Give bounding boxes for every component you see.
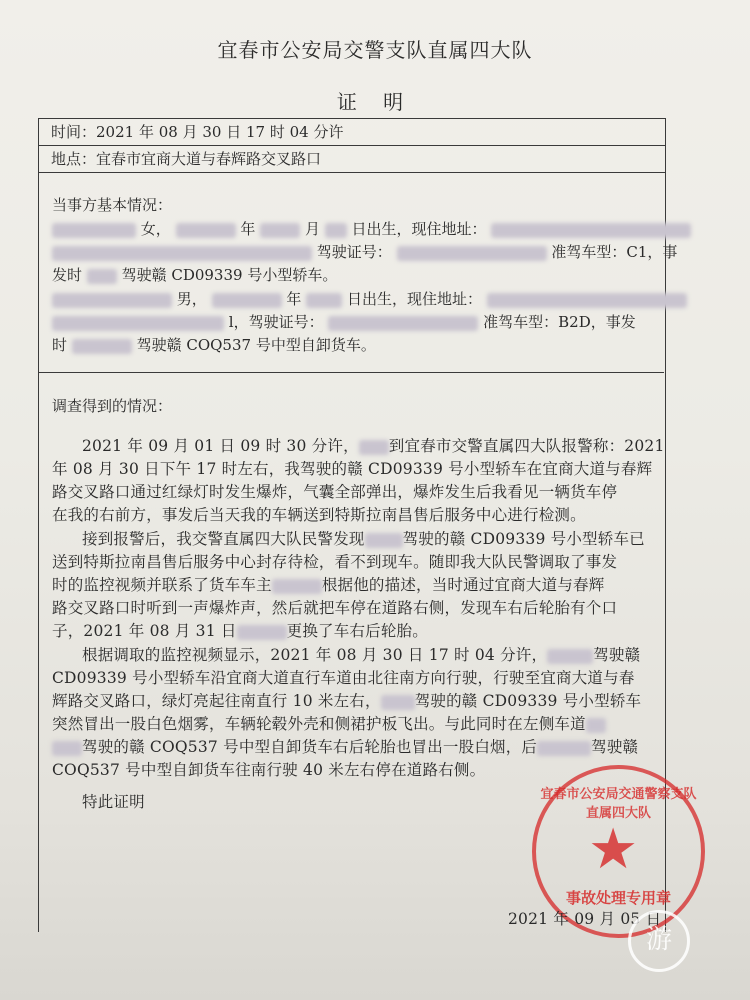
p3-line4: 突然冒出一股白色烟雾，车辆轮毂外壳和侧裙护板飞出。与此同时在左侧车道 bbox=[52, 712, 606, 734]
p3-line1: 根据调取的监控视频显示，2021 年 08 月 30 日 17 时 04 分许， 驾驶赣 bbox=[82, 646, 641, 664]
investigation-heading: 调查得到的情况： bbox=[52, 397, 173, 415]
seal-bottom-text: 事故处理专用章 bbox=[565, 889, 671, 907]
p3-line2: CD09339 号小型轿车沿宜商大道直行车道由北往南方向行驶，行驶至宜商大道与春 bbox=[52, 669, 635, 687]
p3-line6: COQ537 号中型自卸货车往南行驶 40 米左右停在道路右侧。 bbox=[52, 761, 486, 779]
p2-line1: 接到报警后，我交警直属四大队民警发现 驾驶的赣 CD09339 号小型轿车已 bbox=[82, 530, 645, 548]
place-value: 宜春市宜商大道与春辉路交叉路口 bbox=[96, 150, 322, 168]
doc-title: 证 明 bbox=[336, 90, 414, 114]
star-icon: ★ bbox=[588, 817, 639, 882]
issue-date: 2021 年 09 月 05 日 bbox=[508, 910, 662, 928]
party2-line3: 时 驾驶赣 COQ537 号中型自卸货车。 bbox=[52, 336, 376, 354]
closing-text: 特此证明 bbox=[82, 793, 145, 811]
parties-heading: 当事方基本情况： bbox=[52, 196, 173, 214]
header-table bbox=[38, 118, 666, 173]
p3-line3: 辉路交叉路口，绿灯亮起往南直行 10 米左右， 驾驶的赣 CD09339 号小型轿车 bbox=[52, 692, 642, 710]
party2-line2: l，驾驶证号： 准驾车型：B2D，事发 bbox=[52, 311, 636, 332]
org-title: 宜春市公安局交警支队直属四大队 bbox=[217, 38, 533, 62]
time-value: 2021 年 08 月 30 日 17 时 04 分许 bbox=[96, 123, 344, 141]
p2-line5: 子，2021 年 08 月 31 日 更换了车右后轮胎。 bbox=[52, 622, 428, 640]
time-label: 时间： bbox=[51, 123, 97, 141]
p3-line5: 驾驶的赣 COQ537 号中型自卸货车右后轮胎也冒出一股白烟，后 驾驶赣 bbox=[52, 735, 638, 757]
p1-line4: 在我的右前方，事发后当天我的车辆送到特斯拉南昌售后服务中心进行检测。 bbox=[52, 506, 586, 524]
p1-line1: 2021 年 09 月 01 日 09 时 30 分许， 到宜春市交警直属四大队报警称：2021 bbox=[82, 437, 665, 455]
party2-line1: 男， 年 日出生，现住地址： bbox=[52, 288, 687, 309]
time-row bbox=[39, 119, 665, 146]
p1-line2: 年 08 月 30 日下午 17 时左右，我驾驶的赣 CD09339 号小型轿车在宜商大道与春辉 bbox=[52, 460, 653, 478]
p2-line3: 时的监控视频并联系了货车车主 根据他的描述，当时通过宜商大道与春辉 bbox=[52, 576, 605, 594]
p1-line3: 路交叉路口通过红绿灯时发生爆炸，气囊全部弹出，爆炸发生后我看见一辆货车停 bbox=[52, 483, 618, 501]
party1-line1: 女， 年 月 日出生，现住地址： bbox=[52, 218, 691, 239]
p2-line4: 路交叉路口时听到一声爆炸声，然后就把车停在道路右侧，发现车右后轮胎有个口 bbox=[52, 599, 618, 617]
party1-line3: 发时 驾驶赣 CD09339 号小型轿车。 bbox=[52, 266, 338, 284]
party1-line2: 驾驶证号： 准驾车型：C1，事 bbox=[52, 241, 677, 262]
watermark-logo: 游 bbox=[628, 910, 690, 972]
place-label: 地点： bbox=[51, 150, 97, 168]
seal-ring-text: 宜春市公安局交通警察支队直属四大队 bbox=[540, 787, 697, 821]
place-row bbox=[39, 146, 665, 173]
p2-line2: 送到特斯拉南昌售后服务中心封存待检，看不到现车。随即我大队民警调取了事发 bbox=[52, 553, 618, 571]
